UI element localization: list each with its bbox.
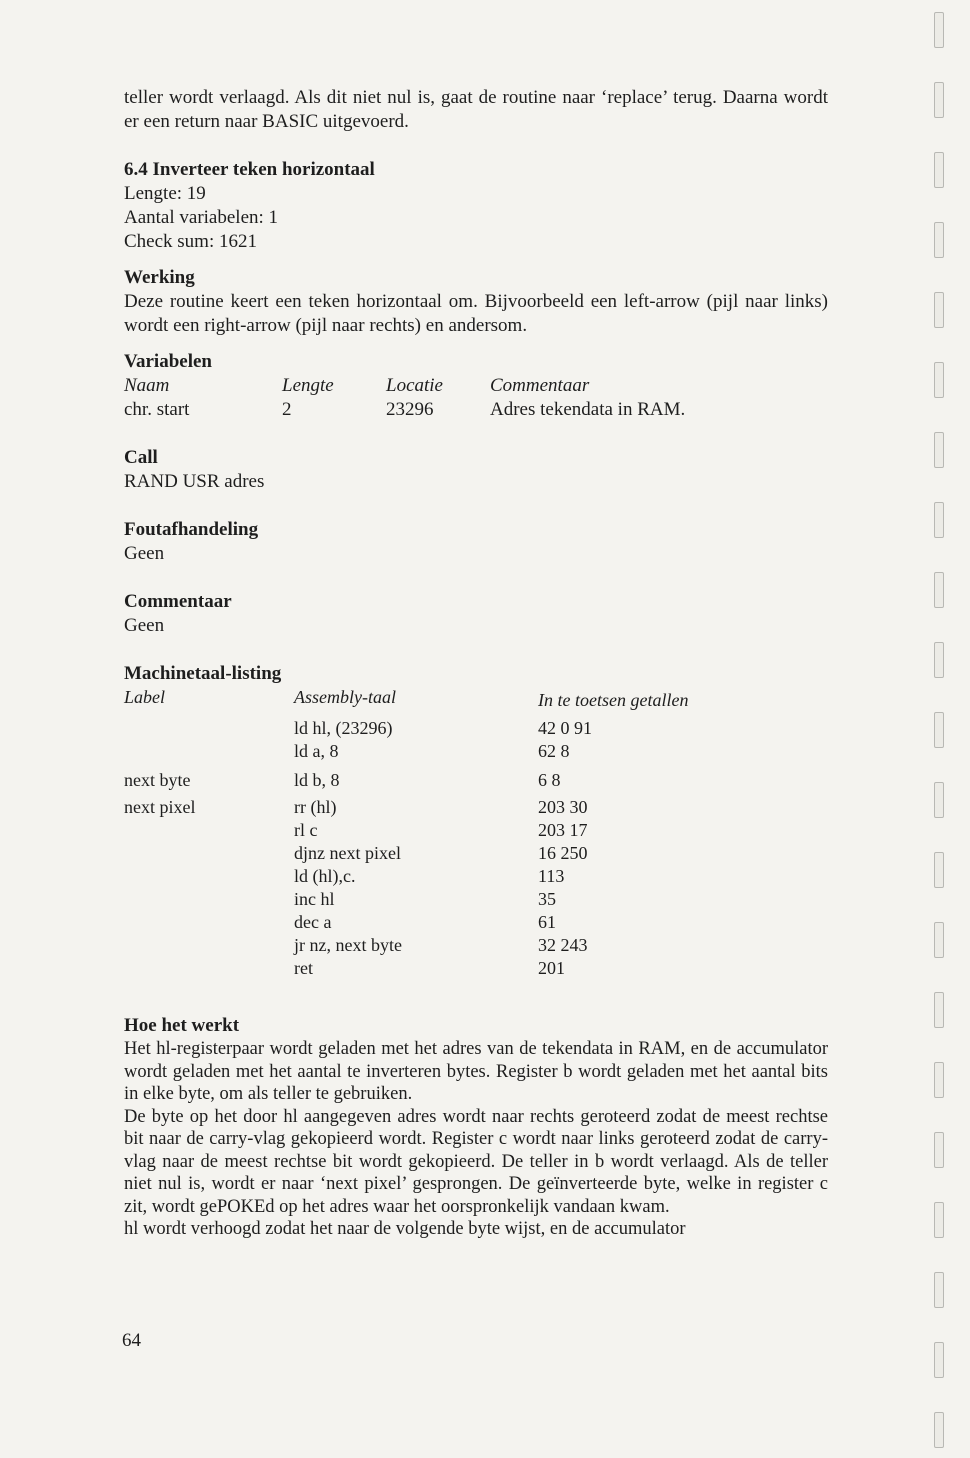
intro-paragraph: teller wordt verlaagd. Als dit niet nul is, gaat de routine naar ‘replace’ terug. Daarna wordt er een return naar BASIC uitgevoerd.	[124, 87, 828, 132]
binder-hole	[934, 782, 944, 818]
checksum-line: Check sum: 1621	[124, 231, 257, 252]
werking-text: Deze routine keert een teken horizontaal om. Bijvoorbeeld een left-arrow (pijl naar links) wordt een right-arrow (pijl naar rechts) en andersom.	[124, 291, 828, 336]
asm-cell: dec a	[294, 912, 332, 932]
binder-hole	[934, 292, 944, 328]
hoe-paragraph-3: hl wordt verhoogd zodat het naar de volgende byte wijst, en de accumulator	[124, 1219, 686, 1239]
asm-cell: ld a, 8	[294, 741, 339, 761]
number-cell: 61	[538, 912, 556, 932]
number-cell: 62 8	[538, 741, 570, 761]
commentaar-heading: Commentaar	[124, 591, 232, 612]
table-row	[124, 796, 828, 819]
table-row	[124, 934, 828, 957]
asm-cell: jr nz, next byte	[294, 935, 402, 955]
table-row	[124, 717, 828, 740]
asm-cell: rl c	[294, 820, 318, 840]
asm-cell: inc hl	[294, 889, 335, 909]
column-header: Commentaar	[490, 375, 590, 396]
page-content	[124, 86, 828, 1241]
table-cell: 23296	[386, 399, 434, 420]
table-row	[124, 769, 828, 792]
variabelen-heading: Variabelen	[124, 351, 212, 372]
variables-table	[124, 374, 828, 422]
column-header: Locatie	[386, 375, 443, 396]
binder-hole	[934, 1132, 944, 1168]
hoe-paragraph-1: Het hl-registerpaar wordt geladen met het adres van de tekendata in RAM, en de accumulator wordt geladen met het aantal te inverteren bytes. Register b wordt geladen met het aantal bits in elke byte, om als teller te gebruiken.	[124, 1039, 828, 1104]
section-title: 6.4 Inverteer teken horizontaal	[124, 159, 375, 180]
table-row	[124, 819, 828, 842]
number-cell: 42 0 91	[538, 718, 592, 738]
binder-hole	[934, 1342, 944, 1378]
listing-header-row	[124, 686, 828, 709]
asm-cell: djnz next pixel	[294, 843, 401, 863]
asm-cell: ld hl, (23296)	[294, 718, 393, 738]
page-number: 64	[122, 1330, 141, 1351]
asm-cell: ld b, 8	[294, 770, 340, 790]
binder-hole	[934, 642, 944, 678]
asm-cell: ret	[294, 958, 313, 978]
binder-hole	[934, 852, 944, 888]
call-heading: Call	[124, 447, 158, 468]
listing-table	[124, 686, 828, 980]
column-header: Lengte	[282, 375, 334, 396]
number-cell: 113	[538, 866, 565, 886]
binder-hole	[934, 432, 944, 468]
number-cell: 201	[538, 958, 565, 978]
number-cell: 35	[538, 889, 556, 909]
number-cell: 203 30	[538, 797, 588, 817]
binder-hole	[934, 1202, 944, 1238]
binder-hole	[934, 1272, 944, 1308]
binder-hole	[934, 362, 944, 398]
binder-hole	[934, 222, 944, 258]
table-row	[124, 911, 828, 934]
werking-heading: Werking	[124, 267, 195, 288]
table-cell: 2	[282, 399, 292, 420]
column-header: Assembly-taal	[294, 687, 396, 707]
table-row	[124, 888, 828, 911]
label-cell: next byte	[124, 770, 191, 790]
label-cell: next pixel	[124, 797, 196, 817]
variables-count-line: Aantal variabelen: 1	[124, 207, 279, 228]
binder-hole	[934, 12, 944, 48]
binder-hole	[934, 1412, 944, 1448]
binder-hole	[934, 572, 944, 608]
binder-hole	[934, 502, 944, 538]
table-row	[124, 842, 828, 865]
table-cell: Adres tekendata in RAM.	[490, 399, 686, 420]
asm-cell: ld (hl),c.	[294, 866, 356, 886]
number-cell: 32 243	[538, 935, 588, 955]
length-line: Lengte: 19	[124, 183, 206, 204]
column-header: In te toetsen getallen	[538, 690, 689, 710]
column-header: Naam	[124, 375, 170, 396]
hoe-paragraph-2: De byte op het door hl aangegeven adres wordt naar rechts geroteerd zodat de meest rechtse bit naar de carry-vlag gekopieerd wordt. Register c wordt naar links geroteerd zodat de carry-vlag naar de meest rechtse bit wordt gekopieerd. De teller in b wordt verlaagd. Als de teller niet nul is, wordt er naar ‘next pixel’ gesprongen. De geïnverteerde byte, welke in register c zit, wordt gePOKEd op het adres waar het oorspronkelijk vandaan kwam.	[124, 1106, 828, 1217]
binder-hole	[934, 992, 944, 1028]
table-row	[124, 865, 828, 888]
call-text: RAND USR adres	[124, 471, 265, 492]
number-cell: 16 250	[538, 843, 588, 863]
commentaar-text: Geen	[124, 615, 165, 636]
binder-hole	[934, 922, 944, 958]
table-row	[124, 740, 828, 763]
table-row	[124, 957, 828, 980]
binder-hole	[934, 82, 944, 118]
number-cell: 203 17	[538, 820, 588, 840]
table-cell: chr. start	[124, 399, 190, 420]
hoe-heading: Hoe het werkt	[124, 1015, 240, 1036]
listing-heading: Machinetaal-listing	[124, 663, 282, 684]
binder-hole	[934, 712, 944, 748]
binder-hole	[934, 152, 944, 188]
binder-hole	[934, 1062, 944, 1098]
binder-holes	[928, 0, 970, 1458]
foutafhandeling-heading: Foutafhandeling	[124, 519, 259, 540]
asm-cell: rr (hl)	[294, 797, 337, 817]
column-header: Label	[124, 687, 166, 707]
number-cell: 6 8	[538, 770, 561, 790]
foutafhandeling-text: Geen	[124, 543, 165, 564]
